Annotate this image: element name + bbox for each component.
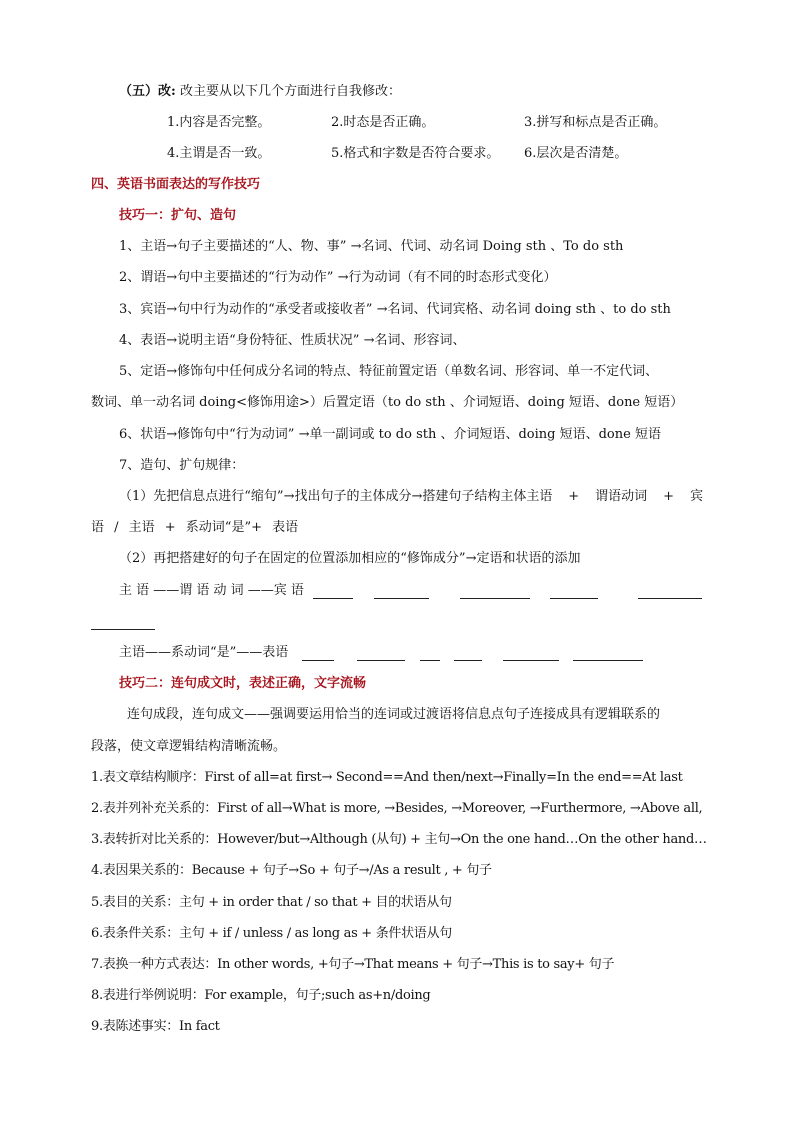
fill-blank[interactable] (91, 617, 155, 630)
tip-2-para-line-1: 连句成段，连句成文——强调要运用恰当的连词或过渡语将信息点句子连接成具有逻辑联系的 (127, 707, 661, 722)
section-5-heading: （五）改: (119, 84, 176, 99)
connector-item-8: 8.表进行举例说明：For example，句子;such as+n/doing (91, 988, 431, 1003)
plus-sign: + (663, 489, 674, 504)
revise-item-1: 1.内容是否完整。 (167, 115, 271, 130)
rule-1-line-a (119, 488, 703, 506)
connector-item-1: 1.表文章结构顺序：First of all=at first→ Second==And then/next→Finally=In the end==At last (91, 770, 683, 785)
revise-item-2: 2.时态是否正确。 (331, 115, 435, 130)
fill-blank[interactable] (374, 586, 429, 599)
tip-1-title: 技巧一：扩句、造句 (119, 208, 237, 223)
pattern-1 (119, 582, 304, 600)
tip-1-line-5b: 数词、单一动名词 doing<修饰用途>）后置定语（to do sth 、介词短语、doing 短语、done 短语） (91, 395, 684, 410)
tip-1-line-2: 2、谓语→句中主要描述的“行为动作” →行为动词（有不同的时态形式变化） (119, 270, 557, 285)
plus-sign: + (568, 489, 580, 504)
tip-1-line-5a: 5、定语→修饰句中任何成分名词的特点、特征前置定语（单数名词、形容词、单一不定代词、 (119, 364, 659, 379)
revise-item-6: 6.层次是否清楚。 (524, 146, 628, 161)
pattern-1-label: 主 语 ——谓 语 动 词 ——宾 语 (119, 583, 304, 598)
revise-item-5: 5.格式和字数是否符合要求。 (331, 146, 500, 161)
connector-item-7: 7.表换一种方式表达：In other words, +句子→That means + 句子→This is to say+ 句子 (91, 957, 615, 972)
tip-1-line-3: 3、宾语→句中行为动作的“承受者或接收者” →名词、代词宾格、动名词 doing sth 、to do sth (119, 302, 671, 317)
section-4-title: 四、英语书面表达的写作技巧 (91, 177, 261, 192)
rule-1-line-b: 语 / 主语 + 系动词“是”+ 表语 (91, 520, 299, 535)
connector-item-5: 5.表目的关系：主句 + in order that / so that + 目的状语从句 (91, 895, 452, 910)
fill-blank[interactable] (302, 648, 334, 661)
fill-blank[interactable] (454, 648, 482, 661)
connector-item-4: 4.表因果关系的：Because + 句子→So + 句子→/As a result , + 句子 (91, 863, 492, 878)
rule-1-predicate: 谓语动词 (595, 489, 648, 504)
tip-1-line-4: 4、表语→说明主语“身份特征、性质状况” →名词、形容词、 (119, 333, 466, 348)
connector-item-6: 6.表条件关系：主句 + if / unless / as long as + 条件状语从句 (91, 926, 452, 941)
connector-item-2: 2.表并列补充关系的：First of all→What is more, →Besides, →Moreover, →Furthermore, →Above all, (91, 801, 703, 816)
rule-1-object: 宾 (689, 489, 703, 504)
fill-blank[interactable] (420, 648, 440, 661)
connector-item-3: 3.表转折对比关系的：However/but→Although (从句) + 主句→On the one hand…On the other hand… (91, 832, 707, 847)
tip-1-line-6: 6、状语→修饰句中“行为动词” →单一副词或 to do sth 、介词短语、doing 短语、done 短语 (119, 427, 661, 442)
fill-blank[interactable] (573, 648, 643, 661)
rule-1-text: （1）先把信息点进行“缩句”→找出句子的主体成分→搭建句子结构主体主语 (119, 489, 553, 504)
fill-blank[interactable] (550, 586, 598, 599)
rule-2-line: （2）再把搭建好的句子在固定的位置添加相应的“修饰成分”→定语和状语的添加 (119, 551, 581, 566)
fill-blank[interactable] (638, 586, 702, 599)
section-5-intro: 改主要从以下几个方面进行自我修改： (179, 84, 401, 99)
section-5-line (119, 83, 401, 101)
tip-1-line-1: 1、主语→句子主要描述的“人、物、事” →名词、代词、动名词 Doing sth 、To do sth (119, 239, 624, 254)
tip-1-line-7: 7、造句、扩句规律： (119, 458, 245, 473)
connector-item-9: 9.表陈述事实：In fact (91, 1019, 220, 1034)
fill-blank[interactable] (313, 586, 353, 599)
fill-blank[interactable] (503, 648, 559, 661)
revise-item-4: 4.主谓是否一致。 (167, 146, 271, 161)
tip-2-title: 技巧二：连句成文时，表述正确，文字流畅 (119, 676, 367, 691)
tip-2-para-line-2: 段落，使文章逻辑结构清晰流畅。 (91, 739, 287, 754)
pattern-2-label: 主语——系动词“是”——表语 (119, 645, 289, 660)
fill-blank[interactable] (357, 648, 405, 661)
fill-blank[interactable] (460, 586, 530, 599)
revise-item-3: 3.拼写和标点是否正确。 (524, 115, 667, 130)
pattern-2 (119, 644, 288, 662)
